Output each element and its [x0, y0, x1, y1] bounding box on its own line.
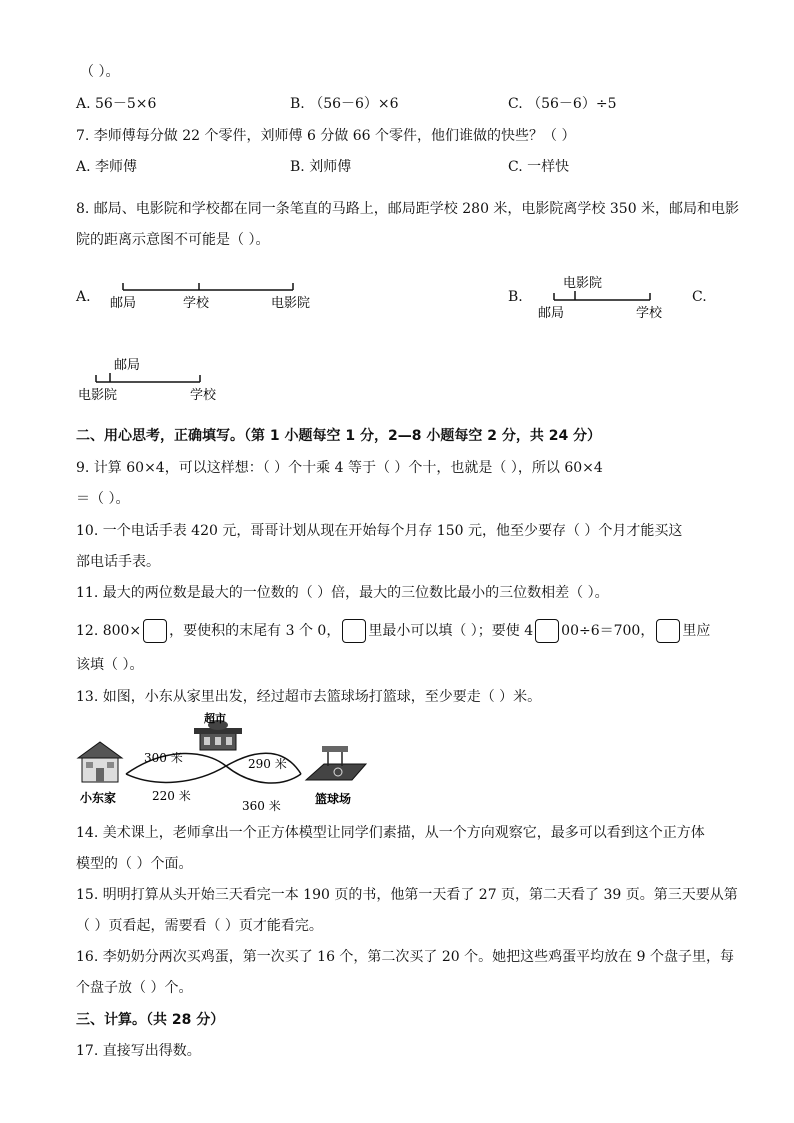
q8-a-label-post: 邮局 — [110, 296, 137, 311]
q8-diagram-b — [530, 272, 680, 322]
q7-option-b: B. 刘师傅 — [290, 159, 352, 175]
q12-answer-box-1[interactable] — [143, 619, 167, 643]
q17: 17. 直接写出得数。 — [76, 1043, 201, 1059]
q12-part4: 00÷6＝700， — [561, 623, 655, 639]
q6-option-a: A. 56－5×6 — [76, 96, 157, 112]
q16-line2: 个盘子放（ ）个。 — [76, 980, 193, 996]
q13-label-court: 篮球场 — [315, 792, 352, 806]
q12-answer-box-ref-1 — [342, 619, 366, 643]
q8-option-b-letter: B. — [508, 289, 523, 305]
q13-label-d3: 290 米 — [248, 757, 287, 771]
house-icon — [78, 742, 122, 782]
q11: 11. 最大的两位数是最大的一位数的（ ）倍，最大的三位数比最小的三位数相差（ ）。 — [76, 585, 609, 601]
q9-line1: 9. 计算 60×4，可以这样想：（ ）个十乘 4 等于（ ）个十，也就是（ ），所以 60×4 — [76, 460, 603, 476]
q8-b-label-school: 学校 — [636, 306, 663, 321]
q8-a-label-cinema: 电影院 — [271, 296, 311, 311]
q10-line2: 部电话手表。 — [76, 554, 160, 570]
q6-option-b: B. （56－6）×6 — [290, 96, 399, 112]
q13-route-figure — [76, 712, 376, 816]
q8-stem-line2: 院的距离示意图不可能是（ ）。 — [76, 232, 270, 248]
q8-c-label-cinema: 电影院 — [78, 388, 118, 403]
q13-label-d4: 360 米 — [242, 799, 281, 813]
q12-line1 — [76, 618, 710, 644]
q8-diagram-c — [76, 354, 236, 404]
q8-c-label-post: 邮局 — [114, 358, 141, 373]
q12-part3: 里最小可以填（ ）；要使 4 — [368, 623, 534, 639]
q13-label-d2: 220 米 — [152, 789, 191, 803]
q13-label-d1: 300 米 — [144, 751, 183, 765]
q12-answer-box-2[interactable] — [535, 619, 559, 643]
q8-c-label-school: 学校 — [190, 388, 217, 403]
q8-a-label-school: 学校 — [183, 296, 210, 311]
q15-line1: 15. 明明打算从头开始三天看完一本 190 页的书，他第一天看了 27 页，第二天看了 39 页。第三天要从第 — [76, 887, 738, 903]
section3-title: 三、计算。（共 28 分） — [76, 1012, 225, 1028]
q9-line2: ＝（ ）。 — [76, 491, 130, 507]
q7-stem: 7. 李师傅每分做 22 个零件，刘师傅 6 分做 66 个零件，他们谁做的快些？（ ） — [76, 128, 576, 144]
q14-line1: 14. 美术课上，老师拿出一个正方体模型让同学们素描，从一个方向观察它，最多可以看到这个正方体 — [76, 825, 705, 841]
q13-label-market: 超市 — [204, 712, 226, 725]
q12-part5: 里应 — [682, 623, 711, 639]
q8-diagram-a — [105, 276, 325, 316]
q8-b-label-cinema: 电影院 — [563, 276, 603, 291]
basketball-court-icon — [306, 746, 366, 780]
q6-option-c: C. （56－6）÷5 — [508, 96, 617, 112]
q8-option-c-letter: C. — [692, 289, 707, 305]
q8-b-label-post: 邮局 — [538, 306, 565, 321]
q12-line2: 该填（ ）。 — [76, 657, 144, 673]
q10-line1: 10. 一个电话手表 420 元，哥哥计划从现在开始每个月存 150 元，他至少要存（ ）个月才能买这 — [76, 523, 683, 539]
q12-answer-box-ref-2 — [656, 619, 680, 643]
q14-line2: 模型的（ ）个面。 — [76, 856, 193, 872]
q6-tail: （ ）。 — [80, 64, 120, 80]
q8-stem-line1: 8. 邮局、电影院和学校都在同一条笔直的马路上，邮局距学校 280 米，电影院离学校 350 米，邮局和电影 — [76, 201, 740, 217]
q7-option-a: A. 李师傅 — [76, 159, 138, 175]
q15-line2: （ ）页看起，需要看（ ）页才能看完。 — [76, 918, 323, 934]
q12-part1: 12. 800× — [76, 623, 142, 639]
q13-stem: 13. 如图，小东从家里出发，经过超市去篮球场打篮球，至少要走（ ）米。 — [76, 689, 542, 705]
q13-label-home: 小东家 — [80, 791, 117, 805]
q12-part2: ，要使积的末尾有 3 个 0， — [169, 623, 341, 639]
q16-line1: 16. 李奶奶分两次买鸡蛋，第一次买了 16 个，第二次买了 20 个。她把这些鸡蛋平均放在 9 个盘子里，每 — [76, 949, 734, 965]
q7-option-c: C. 一样快 — [508, 159, 570, 175]
section2-title: 二、用心思考，正确填写。（第 1 小题每空 1 分，2—8 小题每空 2 分，共 24 分） — [76, 428, 602, 444]
q8-option-a-letter: A. — [76, 289, 91, 305]
